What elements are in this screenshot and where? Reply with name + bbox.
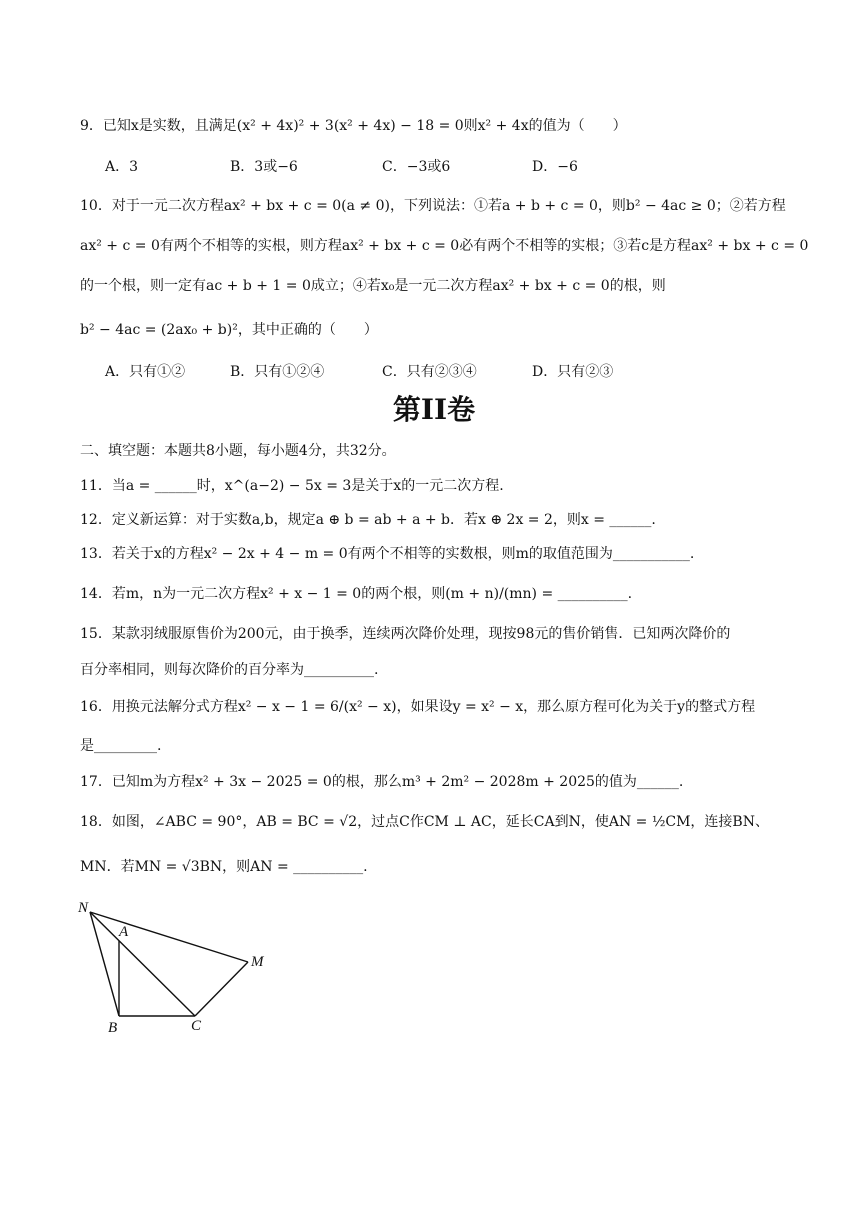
choice-c: C．只有②③④ (382, 364, 477, 380)
label-m: M (251, 954, 264, 970)
question-16-line-1: 16．用换元法解分式方程x² − x − 1 = 6/(x² − x)，如果设y = x² − x，那么原方程可化为关于y的整式方程 (80, 699, 756, 715)
question-17: 17．已知m为方程x² + 3x − 2025 = 0的根，那么m³ + 2m² − 2028m + 2025的值为______. (80, 774, 684, 790)
question-12: 12．定义新运算：对于实数a,b，规定a ⊕ b = ab + a + b．若x ⊕ 2x = 2，则x = ______. (80, 512, 656, 528)
label-c: C (191, 1018, 202, 1034)
question-11: 11．当a = ______时，x^(a−2) − 5x = 3是关于x的一元二次方程. (80, 478, 504, 494)
question-18-line-1: 18．如图，∠ABC = 90°，AB = BC = √2，过点C作CM ⊥ AC，延长CA到N，使AN = ½CM，连接BN、 (80, 814, 769, 830)
choice-d: D．只有②③ (532, 364, 614, 380)
segment-cm (195, 962, 248, 1016)
question-9-stem: 9．已知x是实数，且满足(x² + 4x)² + 3(x² + 4x) − 18 = 0则x² + 4x的值为（ ） (80, 118, 627, 134)
segment-nc (90, 912, 195, 1016)
question-10-choices (105, 361, 805, 381)
question-10-line-1: 10．对于一元二次方程ax² + bx + c = 0(a ≠ 0)，下列说法：①若a + b + c = 0，则b² − 4ac ≥ 0；②若方程 (80, 198, 786, 214)
question-18-line-2: MN．若MN = √3BN，则AN = __________. (80, 859, 368, 875)
question-14: 14．若m，n为一元二次方程x² + x − 1 = 0的两个根，则(m + n)/(mn) = __________. (80, 586, 633, 602)
question-15-line-2: 百分率相同，则每次降价的百分率为__________. (80, 662, 379, 678)
label-b: B (108, 1020, 118, 1036)
segment-nb (90, 912, 119, 1016)
question-13: 13．若关于x的方程x² − 2x + 4 − m = 0有两个不相等的实数根，则m的取值范围为___________. (80, 546, 695, 562)
question-10-line-4: b² − 4ac = (2ax₀ + b)²，其中正确的（ ） (80, 322, 378, 338)
choice-a: A．只有①② (105, 364, 186, 380)
question-10-line-2: ax² + c = 0有两个不相等的实根，则方程ax² + bx + c = 0必有两个不相等的实根；③若c是方程ax² + bx + c = 0 (80, 238, 809, 254)
question-16-line-2: 是_________. (80, 738, 162, 754)
label-n: N (78, 900, 89, 916)
figure-lines (90, 912, 248, 1016)
question-10-line-3: 的一个根，则一定有ac + b + 1 = 0成立；④若x₀是一元二次方程ax² + bx + c = 0的根，则 (80, 278, 666, 294)
label-a: A (119, 924, 129, 940)
section-intro: 二、填空题：本题共8小题，每小题4分，共32分。 (80, 443, 396, 459)
choice-a: A．3 (105, 159, 139, 175)
section-title: 第II卷 (392, 393, 476, 426)
question-9-choices (105, 156, 805, 176)
choice-d: D．−6 (532, 159, 578, 175)
geometry-figure (74, 896, 274, 1041)
choice-b: B．只有①②④ (230, 364, 325, 380)
segment-nm (90, 912, 248, 962)
choice-c: C．−3或6 (382, 159, 451, 175)
question-15-line-1: 15．某款羽绒服原售价为200元，由于换季，连续两次降价处理，现按98元的售价销售．已知两次降价的 (80, 626, 731, 642)
choice-b: B．3或−6 (230, 159, 298, 175)
